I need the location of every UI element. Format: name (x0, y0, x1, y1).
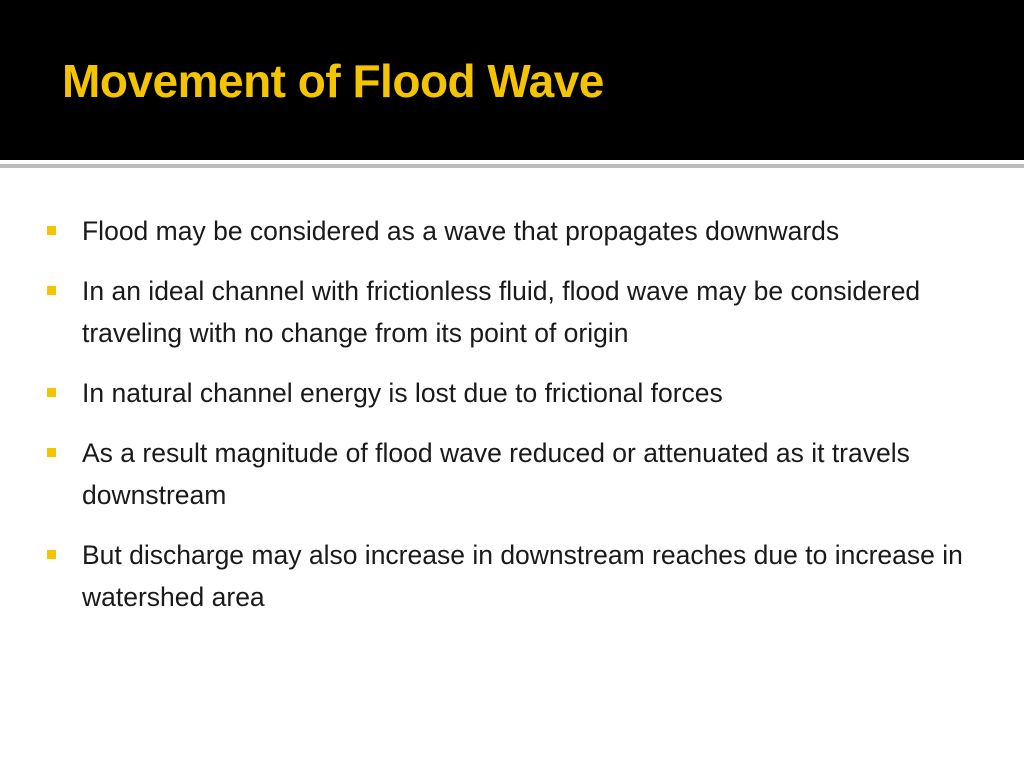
bullet-item (44, 372, 1004, 414)
square-bullet-icon (47, 286, 56, 295)
bullet-text: As a result magnitude of flood wave reduced or attenuated as it travels downstream (82, 438, 910, 510)
bullet-text: In an ideal channel with frictionless fluid, flood wave may be considered traveling with no change from its point of origin (82, 276, 921, 348)
bullet-text: Flood may be considered as a wave that propagates downwards (82, 216, 840, 246)
bullet-text: In natural channel energy is lost due to frictional forces (82, 378, 723, 408)
square-bullet-icon (47, 550, 56, 559)
square-bullet-icon (47, 388, 56, 397)
bullet-item (44, 210, 1004, 252)
title-bar (0, 0, 1024, 160)
square-bullet-icon (47, 448, 56, 457)
title-separator (0, 164, 1024, 168)
slide-title: Movement of Flood Wave (62, 55, 604, 107)
bullet-item (44, 270, 1004, 354)
bullet-item (44, 432, 1004, 516)
bullet-item (44, 534, 1004, 618)
bullet-text: But discharge may also increase in downstream reaches due to increase in watershed area (82, 540, 963, 612)
square-bullet-icon (47, 226, 56, 235)
bullet-list (44, 210, 1004, 636)
